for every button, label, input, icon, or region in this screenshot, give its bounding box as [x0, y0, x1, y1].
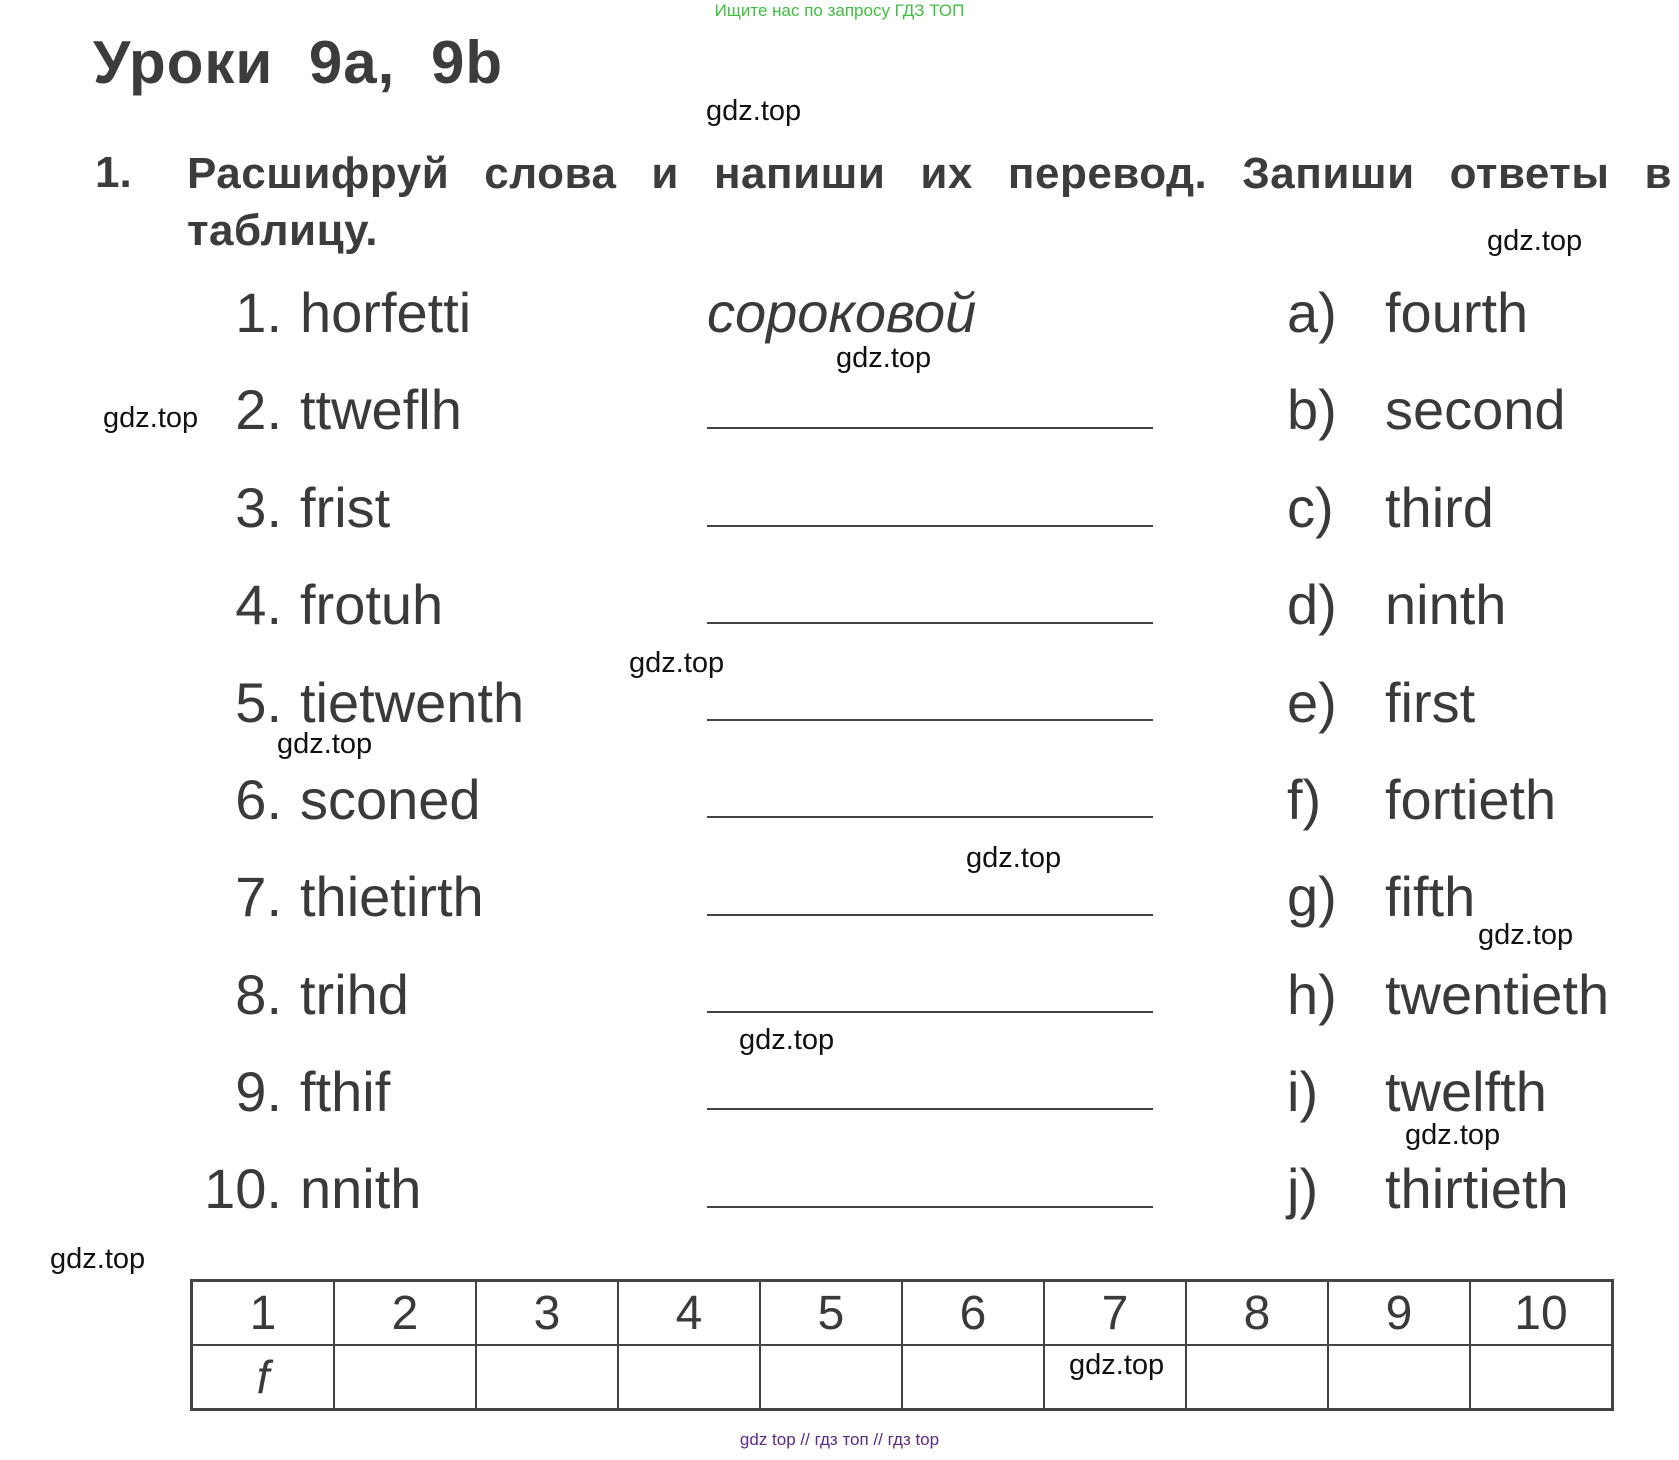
watermark: gdz.top [966, 842, 1062, 874]
option-letter: c) [1287, 476, 1334, 539]
table-header-cell: 1 [192, 1281, 335, 1346]
option-letter: f) [1287, 768, 1322, 831]
scrambled-word: frist [300, 476, 391, 539]
option-word: thirtieth [1385, 1157, 1569, 1220]
watermark: gdz.top [1487, 225, 1583, 257]
table-answer-cell[interactable] [1186, 1345, 1328, 1410]
option-word: second [1385, 378, 1566, 441]
scrambled-word: sconed [300, 768, 481, 831]
table-answer-cell[interactable] [760, 1345, 902, 1410]
word-number: 8. [235, 963, 282, 1026]
word-number: 9. [235, 1060, 282, 1123]
word-number: 2. [235, 378, 282, 441]
answer-line[interactable] [707, 622, 1153, 624]
table-header-cell: 2 [334, 1281, 476, 1346]
watermark: gdz.top [1478, 919, 1574, 951]
option-word: third [1385, 476, 1494, 539]
answer-line[interactable] [707, 1011, 1153, 1013]
table-header-row [192, 1281, 1613, 1346]
option-word: first [1385, 671, 1476, 734]
watermark: gdz.top [103, 402, 199, 434]
watermark: gdz.top [1069, 1349, 1165, 1381]
table-answer-cell[interactable] [618, 1345, 760, 1410]
table-header-cell: 10 [1470, 1281, 1613, 1346]
table-answer-cell[interactable] [1470, 1345, 1613, 1410]
watermark: gdz.top [629, 647, 725, 679]
scrambled-word: trihd [300, 963, 409, 1026]
lesson-title: Уроки 9a, 9b [93, 29, 504, 96]
scrambled-word: thietirth [300, 865, 484, 928]
option-letter: i) [1287, 1060, 1319, 1123]
answer-handwritten: сороковой [707, 281, 977, 344]
answer-table [190, 1279, 1614, 1411]
table-answer-cell[interactable]: f [192, 1345, 335, 1410]
watermark: gdz.top [50, 1243, 146, 1275]
answer-line[interactable] [707, 525, 1153, 527]
table-header-cell: 8 [1186, 1281, 1328, 1346]
option-word: twelfth [1385, 1060, 1547, 1123]
option-word: fortieth [1385, 768, 1557, 831]
answer-line[interactable] [707, 1206, 1153, 1208]
watermark: gdz.top [1405, 1119, 1501, 1151]
scrambled-word: horfetti [300, 281, 472, 344]
table-answer-cell[interactable] [902, 1345, 1044, 1410]
table-header-cell: 5 [760, 1281, 902, 1346]
option-letter: j) [1287, 1157, 1319, 1220]
scrambled-word: frotuh [300, 573, 444, 636]
table-answer-row [192, 1345, 1613, 1410]
option-word: fourth [1385, 281, 1529, 344]
option-letter: d) [1287, 573, 1337, 636]
table-header-cell: 7 [1044, 1281, 1186, 1346]
option-word: twentieth [1385, 963, 1610, 1026]
table-answer-cell[interactable] [334, 1345, 476, 1410]
table-header-cell: 9 [1328, 1281, 1470, 1346]
word-number: 7. [235, 865, 282, 928]
watermark: gdz.top [277, 728, 373, 760]
option-letter: b) [1287, 378, 1337, 441]
watermark: gdz.top [739, 1024, 835, 1056]
top-banner: Ищите нас по запросу ГДЗ ТОП [714, 1, 965, 20]
answer-line[interactable] [707, 914, 1153, 916]
word-number: 10. [204, 1157, 282, 1220]
answer-line[interactable] [707, 719, 1153, 721]
word-number: 3. [235, 476, 282, 539]
scrambled-word: nnith [300, 1157, 422, 1220]
answer-line[interactable] [707, 427, 1153, 429]
task-instructions: Расшифруй слова и напиши их перевод. Запиши ответы в таблицу. [187, 149, 1672, 255]
answer-line[interactable] [707, 816, 1153, 818]
word-number: 4. [235, 573, 282, 636]
table-header-cell: 3 [476, 1281, 618, 1346]
table-header-cell: 4 [618, 1281, 760, 1346]
watermark: gdz.top [836, 342, 932, 374]
option-letter: h) [1287, 963, 1337, 1026]
watermark: gdz.top [706, 95, 802, 127]
table-answer-cell[interactable] [1328, 1345, 1470, 1410]
scrambled-word: ttweflh [300, 378, 462, 441]
footer-links: gdz top // гдз топ // гдз top [739, 1430, 940, 1449]
table-answer-cell[interactable] [476, 1345, 618, 1410]
answer-line[interactable] [707, 1108, 1153, 1110]
word-number: 1. [235, 281, 282, 344]
option-letter: g) [1287, 865, 1337, 928]
scrambled-word: tietwenth [300, 671, 525, 734]
option-letter: a) [1287, 281, 1337, 344]
table-header-cell: 6 [902, 1281, 1044, 1346]
task-number: 1. [95, 148, 132, 197]
option-word: fifth [1385, 865, 1476, 928]
word-number: 6. [235, 768, 282, 831]
option-letter: e) [1287, 671, 1337, 734]
scrambled-word: fthif [300, 1060, 391, 1123]
word-number: 5. [235, 671, 282, 734]
option-word: ninth [1385, 573, 1507, 636]
